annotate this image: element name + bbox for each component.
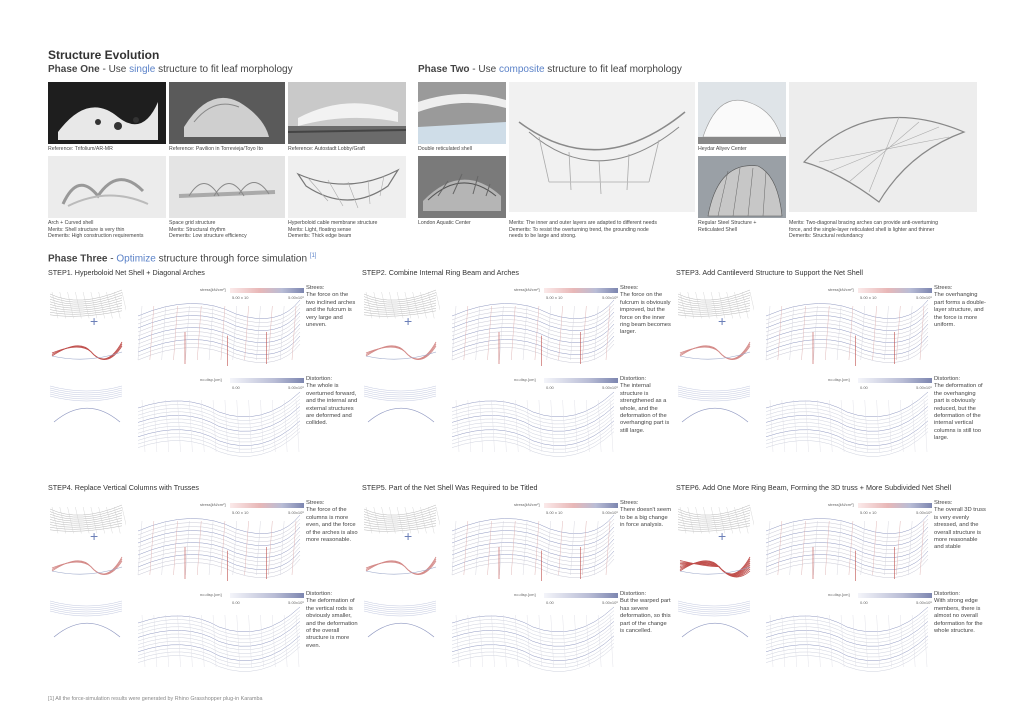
stress-legend-min: 5.00 x 10 [860,295,877,300]
step-4-title: STEP4. Replace Vertical Columns with Trusses [48,483,199,492]
step-4-stress-note [306,500,358,544]
disp-legend-max: 5.00x10⁶ [916,385,932,390]
step-2-arch-view [362,330,440,371]
step-3-arch-drawing [676,330,754,366]
step-6-disp-drawing [762,603,932,675]
step-2-stress-note [620,285,672,337]
step-6-arch-view [676,545,754,586]
step-5-title: STEP5. Part of the Net Shell Was Required to be Titled [362,483,538,492]
stress-color-bar [544,288,618,293]
stress-legend-max: 5.00x10⁶ [916,510,932,515]
stress-color-bar [858,503,932,508]
stress-legend-min: 5.00 x 10 [546,295,563,300]
distortion-note-label: Distortion: [934,591,961,597]
disp-legend-max: 5.00x10⁶ [602,385,618,390]
disp-color-bar [858,593,932,598]
step-1-distortion-note [306,376,358,428]
stress-legend-label: stress[kN/cm²] [828,502,854,507]
stress-note-label: Strees: [306,500,325,506]
step-2-title: STEP2. Combine Internal Ring Beam and Arches [362,268,520,277]
step-4-arch-view [48,545,126,586]
disp-legend-label: no.disp.[cm] [200,592,222,597]
step-6-shell-view [676,501,754,542]
step-3-disp-drawing [762,388,932,460]
stress-legend-max: 5.00x10⁶ [288,295,304,300]
step-2-arch-drawing [362,330,440,366]
caption-london-aquatic: London Aquatic Center [418,220,471,226]
stress-legend-max: 5.00x10⁶ [288,510,304,515]
step-4-plus-icon: + [90,528,99,544]
step-6-stress-drawing [762,511,932,583]
stress-legend-label: stress[kN/cm²] [514,502,540,507]
step-5-disp-drawing [448,603,618,675]
step-6-stress-note [934,500,986,552]
disp-legend-min: 0.00 [860,385,868,390]
stress-color-bar [858,288,932,293]
step-2-disp-small-view [362,380,440,433]
step-5-stress-drawing [448,511,618,583]
stress-note-label: Strees: [620,285,639,291]
step-2-disp-small-drawing [362,380,440,428]
stress-note-text: There doesn't seem to be a big change in force analysis. [620,507,672,529]
step-2-stress-model [448,296,618,373]
step-4-shell-drawing [48,501,126,537]
caption-heydar-aliyev: Heydar Aliyev Center [698,146,747,152]
phase-three-heading: Phase Three - Optimize structure through force simulation [1] [48,253,317,265]
caption-space-grid: Space grid structure Merits: Structural rhythm Demerits: Low structure efficiency [169,220,247,240]
photo-london-aquatic [418,82,506,144]
model-diagonal-bracing [789,82,977,212]
disp-legend-min: 0.00 [546,385,554,390]
step-5-stress-model [448,511,618,588]
model-double-reticulated [509,82,695,212]
stress-note-label: Strees: [620,500,639,506]
step-5-shell-drawing [362,501,440,537]
step-4-distortion-note [306,591,358,650]
stress-legend-min: 5.00 x 10 [232,295,249,300]
step-3-plus-icon: + [718,313,727,329]
stress-note-label: Strees: [306,285,325,291]
step-3-shell-drawing [676,286,754,322]
stress-legend-max: 5.00x10⁶ [602,295,618,300]
step-1-shell-drawing [48,286,126,322]
stress-legend-label: stress[kN/cm²] [828,287,854,292]
step-5-disp-small-view [362,595,440,648]
step-4-disp-drawing [134,603,304,675]
disp-legend-label: no.disp.[cm] [828,592,850,597]
step-3-stress-model [762,296,932,373]
disp-color-bar [544,593,618,598]
disp-legend-max: 5.00x10⁶ [288,385,304,390]
step-6-disp-small-drawing [676,595,754,643]
step-2-disp-model [448,388,618,465]
disp-legend-max: 5.00x10⁶ [602,600,618,605]
caption-steel-structure: Regular Steel Structure + Reticulated Shell [698,220,757,233]
step-3-arch-view [676,330,754,371]
step-2-shell-view [362,286,440,327]
stress-legend-max: 5.00x10⁶ [602,510,618,515]
step-1-stress-model [134,296,304,373]
step-3-shell-view [676,286,754,327]
distortion-note-label: Distortion: [934,376,961,382]
step-5-arch-drawing [362,545,440,581]
distortion-note-text: The deformation of the overhanging part is obviously reduced, but the deformation of the internal vertical columns is still too large. [934,383,983,442]
caption-trifolium: Reference: Trifolium/AR-MR [48,146,113,152]
step-2-plus-icon: + [404,313,413,329]
step-1-disp-small-drawing [48,380,126,428]
step-5-arch-view [362,545,440,586]
photo-double-shell [418,156,506,218]
caption-double-reticulated-merits: Merits: The inner and outer layers are adapted to different needs Demerits: To resist the overturning trend, the grounding node needs to be large and strong. [509,220,658,240]
step-4-shell-view [48,501,126,542]
step-1-disp-model [134,388,304,465]
disp-legend-min: 0.00 [860,600,868,605]
step-1-shell-view [48,286,126,327]
distortion-note-text: The whole is overturned forward, and the internal and external structures are deformed and collided. [306,383,358,427]
disp-color-bar [544,378,618,383]
step-5-disp-small-drawing [362,595,440,643]
step-3-distortion-note [934,376,986,443]
disp-legend-max: 5.00x10⁶ [288,600,304,605]
distortion-note-text: With strong edge members, there is almost no overall deformation for the whole structure. [934,598,983,635]
distortion-note-text: But the warped part has severe deformation, so this part of the change is cancelled. [620,598,671,635]
phase-one-heading: Phase One - Use single structure to fit leaf morphology [48,64,293,75]
page-title: Structure Evolution [48,48,160,62]
step-2-shell-drawing [362,286,440,322]
step-5-stress-note [620,500,672,530]
step-3-disp-small-drawing [676,380,754,428]
disp-legend-label: no.disp.[cm] [514,592,536,597]
disp-legend-min: 0.00 [232,600,240,605]
stress-note-label: Strees: [934,285,953,291]
step-2-distortion-note [620,376,672,435]
step-4-stress-model [134,511,304,588]
step-1-plus-icon: + [90,313,99,329]
stress-color-bar [544,503,618,508]
step-3-disp-model [762,388,932,465]
disp-legend-max: 5.00x10⁶ [916,600,932,605]
step-6-distortion-note [934,591,986,635]
step-6-arch-drawing [676,545,754,581]
disp-color-bar [230,593,304,598]
step-5-shell-view [362,501,440,542]
disp-legend-label: no.disp.[cm] [514,377,536,382]
caption-arch-shell: Arch + Curved shell Merits: Shell structure is very thin Demerits: High construction requirements [48,220,144,240]
disp-legend-min: 0.00 [232,385,240,390]
photo-torrevieja [169,82,285,144]
stress-note-text: The force on the fulcrum is obviously improved, but the force on the inner ring beam becomes larger. [620,292,671,336]
step-6-disp-small-view [676,595,754,648]
footnote: [1] All the force-simulation results were generated by Rhino Grasshopper plug-in Karamba [48,696,263,702]
distortion-note-label: Distortion: [306,376,333,382]
photo-autostadt [288,82,406,144]
step-6-shell-drawing [676,501,754,537]
step-1-disp-drawing [134,388,304,460]
step-1-title: STEP1. Hyperboloid Net Shell + Diagonal Arches [48,268,205,277]
photo-heydar-aliyev [698,82,786,144]
stress-legend-label: stress[kN/cm²] [514,287,540,292]
step-3-title: STEP3. Add Cantileverd Structure to Support the Net Shell [676,268,863,277]
step-6-disp-model [762,603,932,680]
step-1-stress-drawing [134,296,304,368]
disp-color-bar [230,378,304,383]
disp-legend-label: no.disp.[cm] [828,377,850,382]
distortion-note-label: Distortion: [306,591,333,597]
step-1-disp-small-view [48,380,126,433]
step-3-stress-drawing [762,296,932,368]
distortion-note-text: The deformation of the vertical rods is obviously smaller, and the deformation of the overall structure is more even. [306,598,358,649]
stress-note-text: The overall 3D truss is very evenly stressed, and the overall structure is more reasonable and stable [934,507,986,551]
stress-legend-min: 5.00 x 10 [546,510,563,515]
stress-color-bar [230,503,304,508]
model-arch-shell [48,156,166,218]
distortion-note-label: Distortion: [620,376,647,382]
stress-legend-max: 5.00x10⁶ [916,295,932,300]
step-1-arch-view [48,330,126,371]
step-4-disp-small-drawing [48,595,126,643]
step-4-disp-model [134,603,304,680]
step-6-stress-model [762,511,932,588]
step-5-distortion-note [620,591,672,635]
model-hyperboloid [288,156,406,218]
step-3-disp-small-view [676,380,754,433]
step-2-disp-drawing [448,388,618,460]
disp-color-bar [858,378,932,383]
stress-note-text: The force of the columns is more even, and the force of the arches is also more reasonable. [306,507,358,544]
step-1-arch-drawing [48,330,126,366]
caption-autostadt: Reference: Autostadt Lobby/Graft [288,146,365,152]
step-2-stress-drawing [448,296,618,368]
step-3-stress-note [934,285,986,329]
stress-note-label: Strees: [934,500,953,506]
phase-two-heading: Phase Two - Use composite structure to fit leaf morphology [418,64,682,75]
caption-double-shell: Double reticulated shell [418,146,472,152]
stress-color-bar [230,288,304,293]
caption-torrevieja: Reference: Pavilion in Torrevieja/Toyo Ito [169,146,263,152]
stress-legend-label: stress[kN/cm²] [200,502,226,507]
step-4-stress-drawing [134,511,304,583]
photo-trifolium [48,82,166,144]
stress-legend-min: 5.00 x 10 [860,510,877,515]
model-space-grid [169,156,285,218]
photo-steel-structure [698,156,786,218]
distortion-note-label: Distortion: [620,591,647,597]
stress-legend-label: stress[kN/cm²] [200,287,226,292]
disp-legend-label: no.disp.[cm] [200,377,222,382]
caption-hyperboloid: Hyperboloid cable membrane structure Merits: Light, floating sense Demerits: Thick edge beam [288,220,378,240]
disp-legend-min: 0.00 [546,600,554,605]
step-6-title: STEP6. Add One More Ring Beam, Forming the 3D truss + More Subdivided Net Shell [676,483,952,492]
step-4-disp-small-view [48,595,126,648]
step-1-stress-note [306,285,358,329]
step-4-arch-drawing [48,545,126,581]
stress-note-text: The force on the two inclined arches and the fulcrum is very large and uneven. [306,292,356,329]
step-6-plus-icon: + [718,528,727,544]
caption-diagonal-bracing-merits: Merits: Two-diagonal bracing arches can provide anti-overturning force, and the single-layer reticulated shell is lighter and thinner Demerits: Structural redundancy [789,220,938,240]
stress-legend-min: 5.00 x 10 [232,510,249,515]
step-5-plus-icon: + [404,528,413,544]
stress-note-text: The overhanging part forms a double-layer structure, and the force is more uniform. [934,292,986,329]
step-5-disp-model [448,603,618,680]
distortion-note-text: The internal structure is strengthened as a whole, and the deformation of the overhanging part is still large. [620,383,670,434]
